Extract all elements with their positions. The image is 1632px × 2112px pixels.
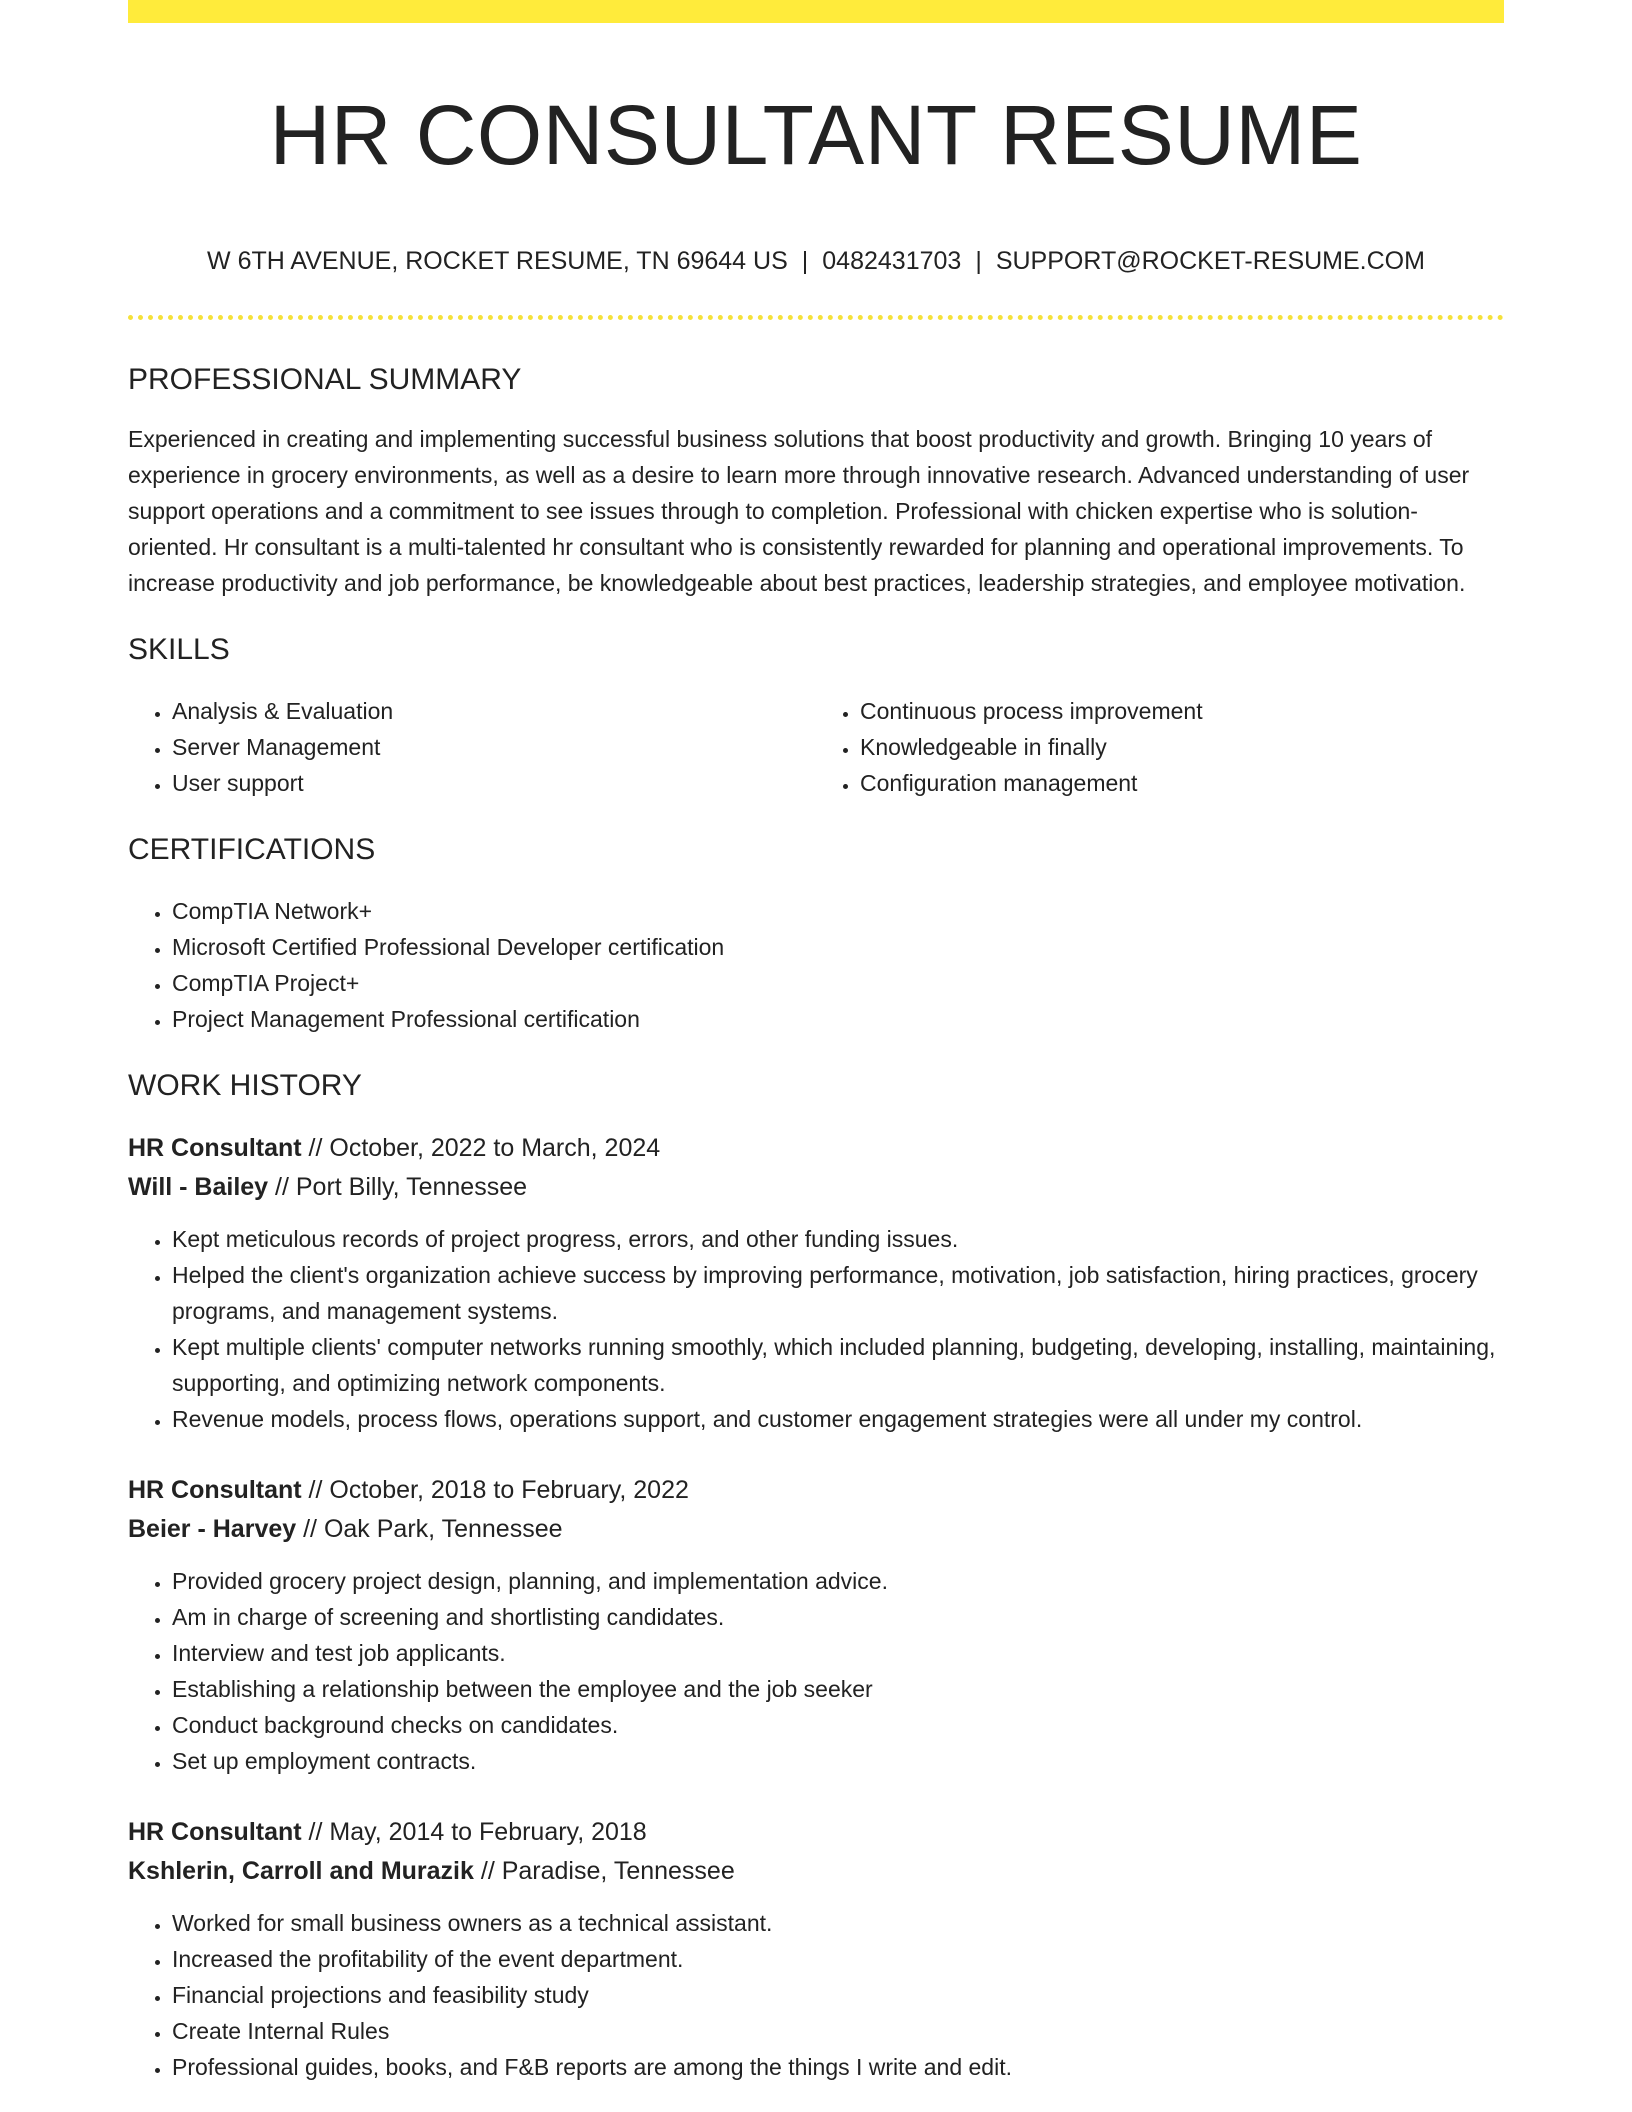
job-company: Beier - Harvey [128, 1515, 297, 1543]
certification-item: • CompTIA Network+ [172, 893, 1504, 929]
skills-list-left [128, 693, 816, 801]
job-location: // Port Billy, Tennessee [268, 1173, 528, 1201]
job-bullet: • Am in charge of screening and shortlisting candidates. [172, 1599, 1504, 1635]
skills-list-right [816, 693, 1504, 801]
contact-email: SUPPORT@ROCKET-RESUME.COM [995, 247, 1425, 275]
job-dates: // October, 2022 to March, 2024 [301, 1134, 661, 1162]
job-bullet: • Increased the profitability of the event department. [172, 1941, 1504, 1977]
skills-grid [128, 693, 1504, 801]
job-company: Kshlerin, Carroll and Murazik [128, 1857, 474, 1885]
resume-content [128, 23, 1504, 2085]
job-location: // Paradise, Tennessee [473, 1857, 735, 1885]
job-company-line [128, 1168, 1504, 1207]
job-dates: // May, 2014 to February, 2018 [301, 1818, 647, 1846]
certifications-heading: CERTIFICATIONS [128, 833, 376, 866]
skill-item: • Knowledgeable in finally [860, 729, 1504, 765]
job-bullet: • Set up employment contracts. [172, 1743, 1504, 1779]
skill-item: • Analysis & Evaluation [172, 693, 816, 729]
accent-bar [128, 0, 1504, 23]
contact-address: W 6TH AVENUE, ROCKET RESUME, TN 69644 US [207, 247, 788, 275]
contact-phone: 0482431703 [822, 247, 962, 275]
job-company-line [128, 1510, 1504, 1549]
summary-heading: PROFESSIONAL SUMMARY [128, 363, 522, 396]
job-bullet: • Create Internal Rules [172, 2013, 1504, 2049]
job-title-line [128, 1129, 1504, 1168]
job-bullets [128, 1563, 1504, 1779]
contact-separator: | [801, 247, 809, 275]
job-title-line [128, 1471, 1504, 1510]
job-title: HR Consultant [128, 1134, 302, 1162]
dotted-divider [128, 315, 1504, 320]
summary-text: Experienced in creating and implementing successful business solutions that boost productivity and growth. Bringing 10 years of experience in grocery environments, as well as a desire to learn more through innovative research. Advanced understanding of user support operations and a commitment to see issues through to completion. Professional with chicken expertise who is solution-oriented. Hr consultant is a multi-talented hr consultant who is consistently rewarded for planning and operational improvements. To increase productivity and job performance, be knowledgeable about best practices, leadership strategies, and employee motivation. [128, 426, 1470, 596]
job-title: HR Consultant [128, 1818, 302, 1846]
job-entry [128, 1471, 1504, 1779]
job-entry [128, 1129, 1504, 1437]
job-company: Will - Bailey [128, 1173, 269, 1201]
job-bullet: • Kept meticulous records of project progress, errors, and other funding issues. [172, 1221, 1504, 1257]
certification-item: • CompTIA Project+ [172, 965, 1504, 1001]
job-bullet: • Financial projections and feasibility study [172, 1977, 1504, 2013]
job-title: HR Consultant [128, 1476, 302, 1504]
job-entry [128, 1813, 1504, 2085]
job-bullets [128, 1905, 1504, 2085]
job-bullet: • Professional guides, books, and F&B reports are among the things I write and edit. [172, 2049, 1504, 2085]
skills-heading: SKILLS [128, 633, 230, 666]
certification-item: • Project Management Professional certification [172, 1001, 1504, 1037]
job-title-line [128, 1813, 1504, 1852]
job-dates: // October, 2018 to February, 2022 [301, 1476, 689, 1504]
skill-item: • Server Management [172, 729, 816, 765]
certifications-list [128, 893, 1504, 1037]
job-bullet: • Conduct background checks on candidates. [172, 1707, 1504, 1743]
contact-separator: | [975, 247, 982, 275]
job-bullet: • Worked for small business owners as a technical assistant. [172, 1905, 1504, 1941]
job-bullet: • Provided grocery project design, planning, and implementation advice. [172, 1563, 1504, 1599]
job-bullet: • Kept multiple clients' computer networks running smoothly, which included planning, budgeting, developing, installing, maintaining, supporting, and optimizing network components. [172, 1329, 1504, 1401]
job-bullet: • Helped the client's organization achieve success by improving performance, motivation, job satisfaction, hiring practices, grocery programs, and management systems. [172, 1257, 1504, 1329]
skill-item: • Continuous process improvement [860, 693, 1504, 729]
job-bullet: • Interview and test job applicants. [172, 1635, 1504, 1671]
contact-line [128, 245, 1504, 277]
job-location: // Oak Park, Tennessee [296, 1515, 563, 1543]
certification-item: • Microsoft Certified Professional Developer certification [172, 929, 1504, 965]
job-bullet: • Establishing a relationship between the employee and the job seeker [172, 1671, 1504, 1707]
resume-title: HR CONSULTANT RESUME [269, 88, 1363, 182]
skill-item: • Configuration management [860, 765, 1504, 801]
work-history-heading: WORK HISTORY [128, 1069, 362, 1102]
job-bullet: • Revenue models, process flows, operations support, and customer engagement strategies were all under my control. [172, 1401, 1504, 1437]
skill-item: • User support [172, 765, 816, 801]
job-company-line [128, 1852, 1504, 1891]
job-bullets [128, 1221, 1504, 1437]
